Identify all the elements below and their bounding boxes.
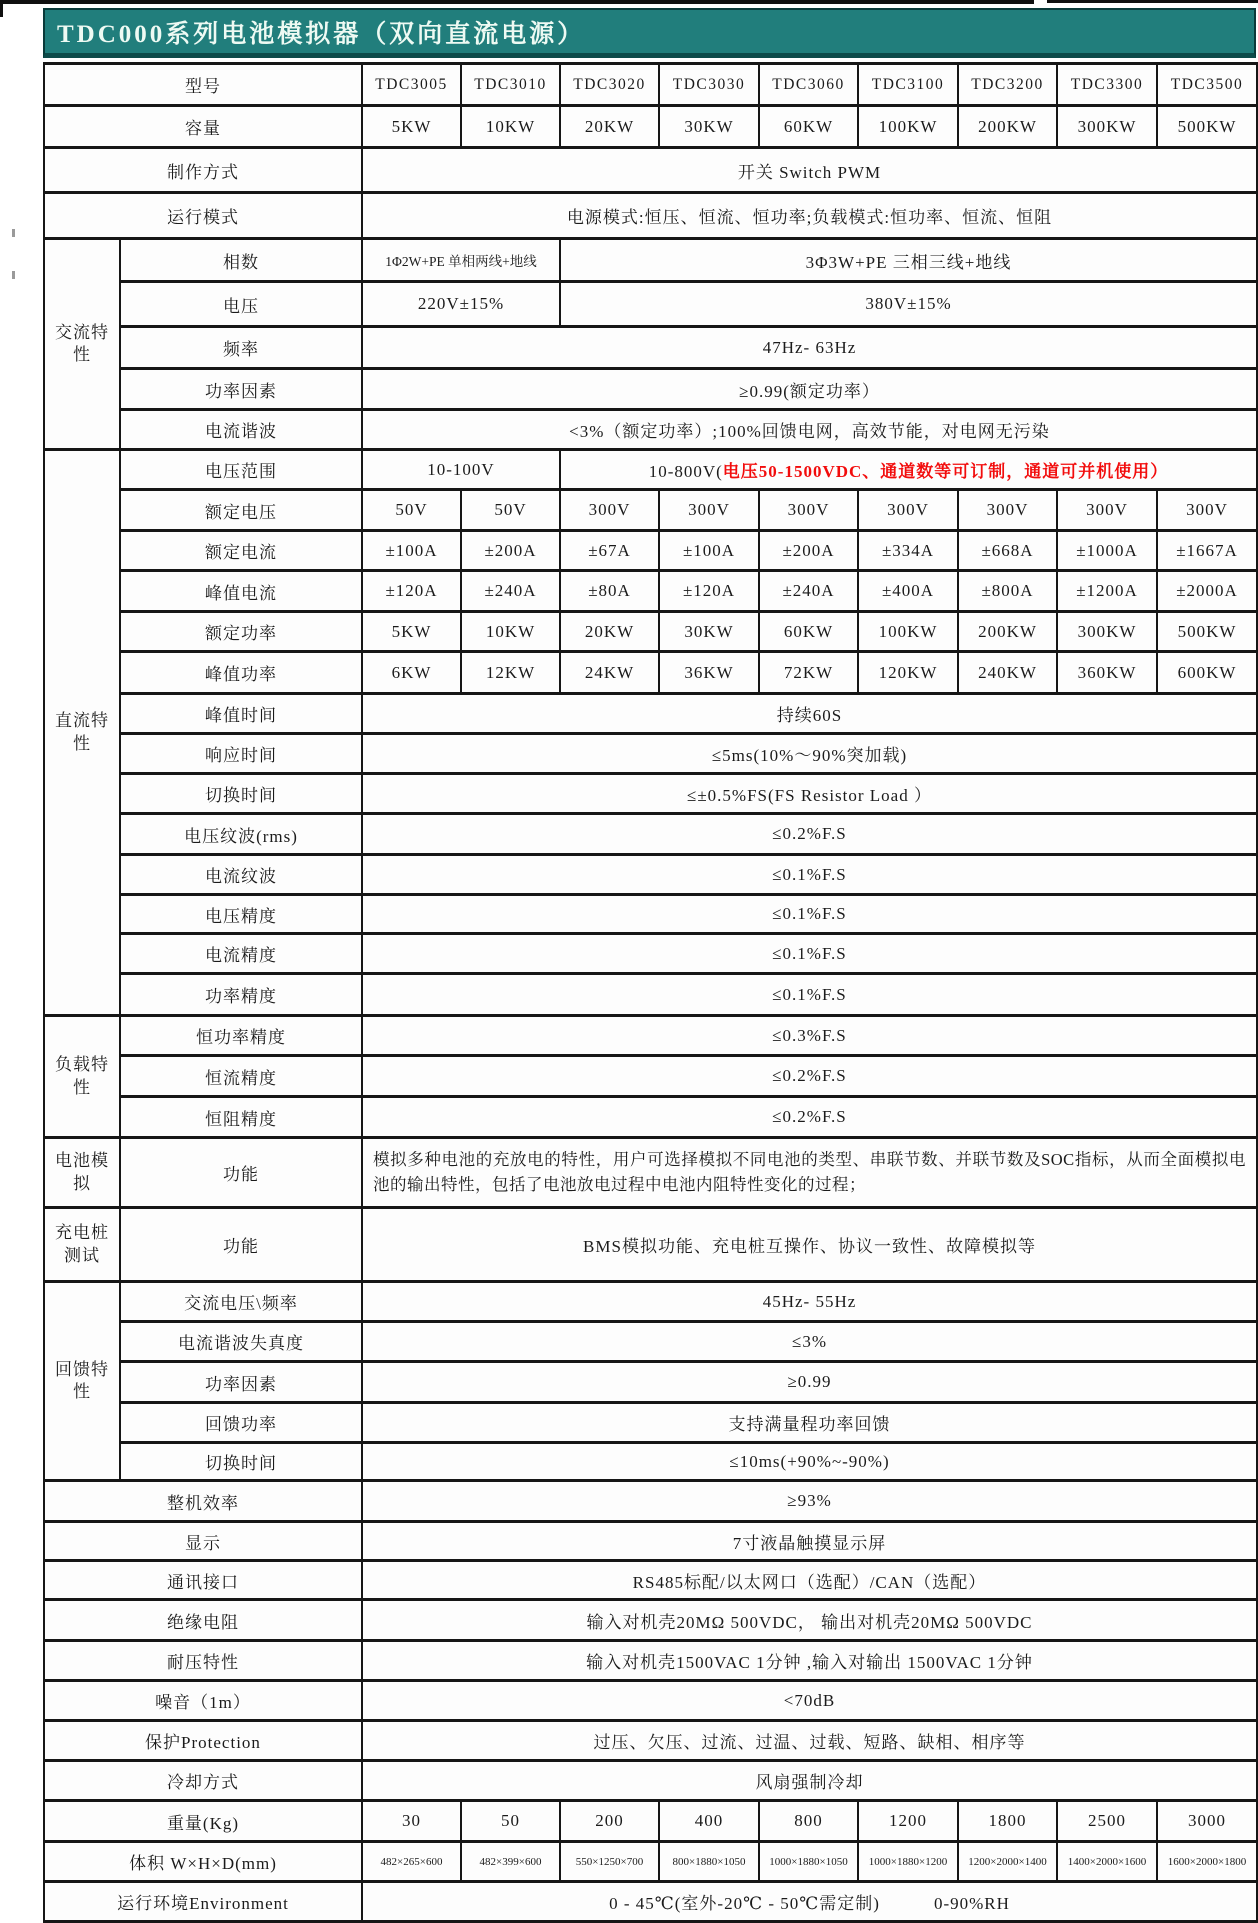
row-label: 绝缘电阻 [44, 1600, 362, 1641]
row-label: 峰值功率 [120, 652, 362, 694]
cell-value: ≤0.2%F.S [362, 814, 1257, 855]
table-row [44, 1600, 1257, 1641]
table-row [44, 774, 1257, 814]
row-label: 额定电压 [120, 490, 362, 531]
cell-value: ±120A [362, 571, 461, 612]
table-row [44, 1097, 1257, 1138]
cell-value: ±400A [858, 571, 958, 612]
group-label-charger-test: 充电桩测试 [44, 1208, 120, 1282]
cell-value: 220V±15% [362, 282, 560, 327]
red-custom-note: 电压50-1500VDC、通道数等可订制，通道可并机使用） [722, 462, 1169, 481]
table-row [44, 1403, 1257, 1443]
cell-value: ±80A [560, 571, 659, 612]
row-label: 额定电流 [120, 531, 362, 571]
row-label: 电压 [120, 282, 362, 327]
cell-value: ±1000A [1057, 531, 1157, 571]
table-row [44, 1481, 1257, 1522]
row-label: 电压纹波(rms) [120, 814, 362, 855]
table-row [44, 571, 1257, 612]
cell-value: ≤10ms(+90%~-90%) [362, 1443, 1257, 1481]
cell-value: TDC3010 [461, 64, 560, 106]
table-row [44, 1016, 1257, 1056]
table-row [44, 282, 1257, 327]
cell-value: 30KW [659, 612, 759, 652]
row-label: 恒功率精度 [120, 1016, 362, 1056]
cell-value: ≤±0.5%FS(FS Resistor Load ） [362, 774, 1257, 814]
cell-value: 800×1880×1050 [659, 1842, 759, 1882]
cell-value: 600KW [1157, 652, 1257, 694]
table-row [44, 193, 1257, 239]
cell-value: 风扇强制冷却 [362, 1761, 1257, 1801]
row-label: 回馈功率 [120, 1403, 362, 1443]
row-label: 功率因素 [120, 1362, 362, 1403]
cell-value: 1000×1880×1050 [759, 1842, 858, 1882]
group-label-feedback: 回馈特性 [44, 1282, 120, 1481]
cell-value: 10-100V [362, 450, 560, 490]
table-row [44, 1842, 1257, 1882]
cell-value: ±1200A [1057, 571, 1157, 612]
row-label: 电流谐波 [120, 410, 362, 450]
table-row [44, 1362, 1257, 1403]
cell-value: 100KW [858, 106, 958, 148]
cell-value: ≤0.1%F.S [362, 934, 1257, 974]
cell-value: 50 [461, 1801, 560, 1842]
table-row [44, 1801, 1257, 1842]
table-row [44, 1561, 1257, 1600]
cell-value: 300V [560, 490, 659, 531]
row-label: 功能 [120, 1208, 362, 1282]
cell-value: TDC3060 [759, 64, 858, 106]
row-label: 容量 [44, 106, 362, 148]
cell-value: 45Hz- 55Hz [362, 1282, 1257, 1322]
cell-value: 60KW [759, 106, 858, 148]
table-row [44, 814, 1257, 855]
cell-value: ±668A [958, 531, 1057, 571]
cell-value: TDC3030 [659, 64, 759, 106]
cell-value: 输入对机壳1500VAC 1分钟 ,输入对输出 1500VAC 1分钟 [362, 1641, 1257, 1681]
group-label-battery-sim: 电池模拟 [44, 1138, 120, 1208]
cell-value: 60KW [759, 612, 858, 652]
cell-value: 电源模式:恒压、恒流、恒功率;负载模式:恒功率、恒流、恒阻 [362, 193, 1257, 239]
row-label: 切换时间 [120, 774, 362, 814]
cell-value: 800 [759, 1801, 858, 1842]
cell-value: 482×399×600 [461, 1842, 560, 1882]
row-label: 额定功率 [120, 612, 362, 652]
cell-value: ≥93% [362, 1481, 1257, 1522]
row-label: 电流精度 [120, 934, 362, 974]
row-label: 响应时间 [120, 734, 362, 774]
cell-value: 72KW [759, 652, 858, 694]
row-label: 功能 [120, 1138, 362, 1208]
table-row [44, 148, 1257, 193]
cell-value: TDC3100 [858, 64, 958, 106]
cell-text: 10-800V( [648, 462, 723, 481]
cell-value: 支持满量程功率回馈 [362, 1403, 1257, 1443]
row-label: 频率 [120, 327, 362, 369]
spec-table-body [44, 64, 1257, 1922]
cell-value: 500KW [1157, 106, 1257, 148]
cell-value: 120KW [858, 652, 958, 694]
cell-value: <3%（额定功率）;100%回馈电网，高效节能，对电网无污染 [362, 410, 1257, 450]
cell-value: 0 - 45℃(室外-20℃ - 50℃需定制) 0-90%RH [362, 1882, 1257, 1922]
row-label: 重量(Kg) [44, 1801, 362, 1842]
cell-value: 300V [858, 490, 958, 531]
cell-value: 50V [461, 490, 560, 531]
table-row [44, 1208, 1257, 1282]
table-row [44, 934, 1257, 974]
cell-value: 240KW [958, 652, 1057, 694]
row-label: 功率精度 [120, 974, 362, 1016]
table-row [44, 490, 1257, 531]
table-row [44, 369, 1257, 410]
cell-value: 5KW [362, 612, 461, 652]
table-row [44, 1522, 1257, 1561]
row-label: 峰值时间 [120, 694, 362, 734]
row-label: 电压精度 [120, 895, 362, 934]
table-row [44, 450, 1257, 490]
table-row [44, 239, 1257, 282]
spec-table [43, 62, 1258, 1923]
group-label-dc: 直流特性 [44, 450, 120, 1016]
cell-value: 30 [362, 1801, 461, 1842]
row-label: 电压范围 [120, 450, 362, 490]
row-label: 冷却方式 [44, 1761, 362, 1801]
cell-value: 1000×1880×1200 [858, 1842, 958, 1882]
cell-value: ±100A [362, 531, 461, 571]
cell-value: ≤0.1%F.S [362, 855, 1257, 895]
cell-value: 380V±15% [560, 282, 1257, 327]
cell-value: ≤0.1%F.S [362, 974, 1257, 1016]
table-row [44, 1641, 1257, 1681]
row-label: 峰值电流 [120, 571, 362, 612]
cell-value: 10KW [461, 612, 560, 652]
cell-value: 5KW [362, 106, 461, 148]
cell-value: 7寸液晶触摸显示屏 [362, 1522, 1257, 1561]
cell-value: 200KW [958, 106, 1057, 148]
cell-value: ≥0.99(额定功率） [362, 369, 1257, 410]
cell-value: TDC3500 [1157, 64, 1257, 106]
cell-value: 30KW [659, 106, 759, 148]
cell-value: 20KW [560, 612, 659, 652]
row-label: 恒阻精度 [120, 1097, 362, 1138]
row-label: 恒流精度 [120, 1056, 362, 1097]
cell-value: 300V [1157, 490, 1257, 531]
scan-artifact-top-line [1047, 0, 1258, 3]
table-row [44, 612, 1257, 652]
cell-value: 300V [958, 490, 1057, 531]
cell-value: ±800A [958, 571, 1057, 612]
cell-value: 持续60S [362, 694, 1257, 734]
row-label: 电流谐波失真度 [120, 1322, 362, 1362]
table-row [44, 410, 1257, 450]
row-label: 保护Protection [44, 1721, 362, 1761]
table-row [44, 1282, 1257, 1322]
cell-value: 500KW [1157, 612, 1257, 652]
cell-value: 36KW [659, 652, 759, 694]
table-row [44, 652, 1257, 694]
table-row [44, 895, 1257, 934]
row-label: 相数 [120, 239, 362, 282]
table-row [44, 974, 1257, 1016]
table-row [44, 1721, 1257, 1761]
cell-value: ≥0.99 [362, 1362, 1257, 1403]
cell-value: TDC3005 [362, 64, 461, 106]
table-row [44, 327, 1257, 369]
cell-value: ≤0.2%F.S [362, 1097, 1257, 1138]
cell-value: 1Φ2W+PE 单相两线+地线 [362, 239, 560, 282]
row-label: 整机效率 [44, 1481, 362, 1522]
table-row [44, 694, 1257, 734]
row-label: 运行环境Environment [44, 1882, 362, 1922]
cell-value: TDC3200 [958, 64, 1057, 106]
table-row [44, 855, 1257, 895]
row-label: 电流纹波 [120, 855, 362, 895]
cell-value: ≤0.1%F.S [362, 895, 1257, 934]
cell-value: 输入对机壳20MΩ 500VDC， 输出对机壳20MΩ 500VDC [362, 1600, 1257, 1641]
table-row [44, 106, 1257, 148]
row-label: 运行模式 [44, 193, 362, 239]
cell-value: ±100A [659, 531, 759, 571]
cell-value: ±1667A [1157, 531, 1257, 571]
row-label: 耐压特性 [44, 1641, 362, 1681]
cell-value: TDC3300 [1057, 64, 1157, 106]
cell-value: 2500 [1057, 1801, 1157, 1842]
cell-value: 47Hz- 63Hz [362, 327, 1257, 369]
cell-value: 模拟多种电池的充放电的特性，用户可选择模拟不同电池的类型、串联节数、并联节数及SOC指标，从而全面模拟电池的输出特性，包括了电池放电过程中电池内阻特性变化的过程； [362, 1138, 1257, 1208]
cell-value: RS485标配/以太网口（选配）/CAN（选配） [362, 1561, 1257, 1600]
table-row [44, 1322, 1257, 1362]
cell-value: TDC3020 [560, 64, 659, 106]
cell-value: 3Φ3W+PE 三相三线+地线 [560, 239, 1257, 282]
cell-value: 24KW [560, 652, 659, 694]
cell-value: 1800 [958, 1801, 1057, 1842]
title-bar [43, 8, 1256, 58]
table-row [44, 1681, 1257, 1721]
cell-value: ≤3% [362, 1322, 1257, 1362]
cell-value: 300V [759, 490, 858, 531]
cell-value: 1600×2000×1800 [1157, 1842, 1257, 1882]
row-label: 显示 [44, 1522, 362, 1561]
cell-value: 360KW [1057, 652, 1157, 694]
scan-artifact-dot [12, 271, 15, 279]
cell-value: 100KW [858, 612, 958, 652]
table-row [44, 531, 1257, 571]
document-title: TDC000系列电池模拟器（双向直流电源） [57, 20, 586, 48]
row-label: 体积 W×H×D(mm) [44, 1842, 362, 1882]
scan-artifact-left-tick [0, 0, 3, 17]
cell-value [560, 450, 1257, 490]
cell-value: 300V [1057, 490, 1157, 531]
cell-value: 550×1250×700 [560, 1842, 659, 1882]
cell-value: 300KW [1057, 106, 1157, 148]
cell-value: 12KW [461, 652, 560, 694]
cell-value: ≤0.3%F.S [362, 1016, 1257, 1056]
row-label: 型号 [44, 64, 362, 106]
scan-artifact-top-line [0, 0, 1034, 4]
cell-value: 开关 Switch PWM [362, 148, 1257, 193]
cell-value: 200KW [958, 612, 1057, 652]
table-row [44, 1138, 1257, 1208]
scan-artifact-dot [12, 229, 15, 237]
group-label-load: 负载特性 [44, 1016, 120, 1138]
row-label: 制作方式 [44, 148, 362, 193]
table-row [44, 1761, 1257, 1801]
cell-value: 20KW [560, 106, 659, 148]
cell-value: 300V [659, 490, 759, 531]
cell-value: 1400×2000×1600 [1057, 1842, 1157, 1882]
table-row [44, 1056, 1257, 1097]
cell-value: ≤0.2%F.S [362, 1056, 1257, 1097]
table-row [44, 64, 1257, 106]
cell-value: ±334A [858, 531, 958, 571]
table-row [44, 734, 1257, 774]
row-label: 功率因素 [120, 369, 362, 410]
cell-value: ±2000A [1157, 571, 1257, 612]
cell-value: ±120A [659, 571, 759, 612]
cell-value: 6KW [362, 652, 461, 694]
group-label-ac: 交流特性 [44, 239, 120, 450]
cell-value: ±200A [461, 531, 560, 571]
cell-value: 482×265×600 [362, 1842, 461, 1882]
cell-value: ±240A [759, 571, 858, 612]
row-label: 交流电压\频率 [120, 1282, 362, 1322]
row-label: 噪音（1m） [44, 1681, 362, 1721]
cell-value: <70dB [362, 1681, 1257, 1721]
cell-value: ±67A [560, 531, 659, 571]
cell-value: 50V [362, 490, 461, 531]
cell-value: 1200 [858, 1801, 958, 1842]
table-row [44, 1443, 1257, 1481]
cell-value: 200 [560, 1801, 659, 1842]
spec-sheet [43, 8, 1256, 1923]
cell-value: 10KW [461, 106, 560, 148]
cell-value: ±240A [461, 571, 560, 612]
cell-value: 400 [659, 1801, 759, 1842]
cell-value: BMS模拟功能、充电桩互操作、协议一致性、故障模拟等 [362, 1208, 1257, 1282]
cell-value: 过压、欠压、过流、过温、过载、短路、缺相、相序等 [362, 1721, 1257, 1761]
row-label: 通讯接口 [44, 1561, 362, 1600]
cell-value: 3000 [1157, 1801, 1257, 1842]
row-label: 切换时间 [120, 1443, 362, 1481]
cell-value: 300KW [1057, 612, 1157, 652]
cell-value: 1200×2000×1400 [958, 1842, 1057, 1882]
cell-value: ≤5ms(10%～90%突加载) [362, 734, 1257, 774]
cell-value: ±200A [759, 531, 858, 571]
